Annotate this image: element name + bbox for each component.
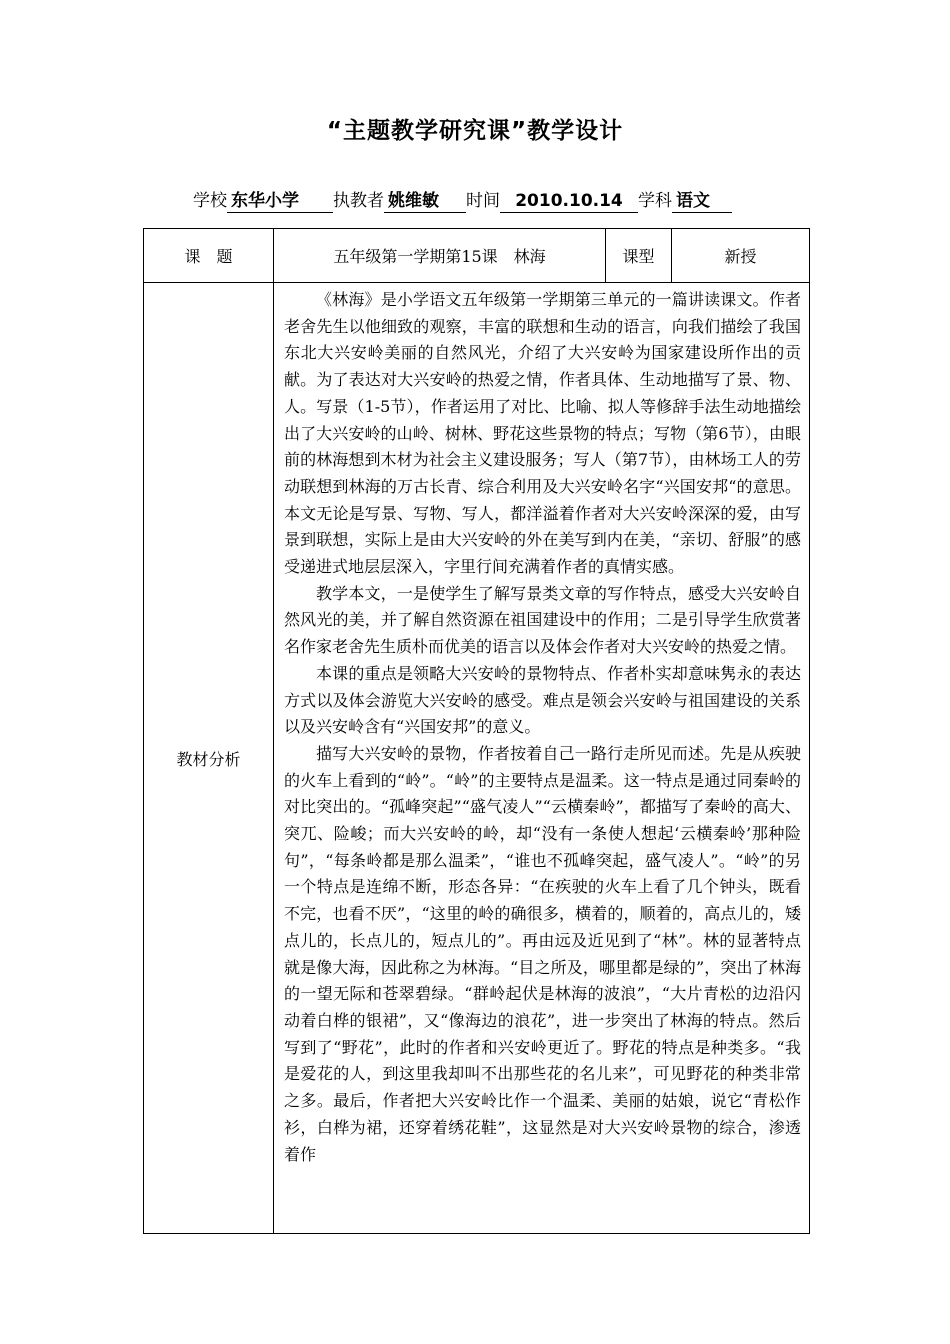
topic-label-cell	[144, 229, 274, 283]
school-value: 东华小学	[227, 190, 333, 213]
teacher-value: 姚维敏	[384, 190, 466, 213]
lesson-table	[143, 228, 810, 1234]
analysis-paragraph-1: 《林海》是小学语文五年级第一学期第三单元的一篇讲读课文。作者老舍先生以他细致的观察，丰富的联想和生动的语言，向我们描绘了我国东北大兴安岭美丽的自然风光，介绍了大兴安岭为国家建设所作出的贡献。为了表达对大兴安岭的热爱之情，作者具体、生动地描写了景、物、人。写景（1-5节），作者运用了对比、比喻、拟人等修辞手法生动地描绘出了大兴安岭的山岭、树林、野花这些景物的特点；写物（第6节），由眼前的林海想到木材为社会主义建设服务；写人（第7节），由林场工人的劳动联想到林海的万古长青、综合利用及大兴安岭名字“兴国安邦“的意思。本文无论是写景、写物、写人，都洋溢着作者对大兴安岭深深的爱，由写景到联想，实际上是由大兴安岭的外在美写到内在美，“亲切、舒服”的感受递进式地层层深入，字里行间充满着作者的真情实感。	[284, 290, 801, 577]
topic-value: 五年级第一学期第15课 林海	[333, 247, 546, 266]
type-label-cell	[606, 229, 672, 283]
teacher-label: 执教者	[333, 191, 384, 211]
subject-value: 语文	[672, 190, 732, 213]
type-label: 课型	[622, 247, 655, 266]
type-cell	[672, 229, 810, 283]
info-line	[193, 186, 732, 213]
topic-row	[144, 229, 810, 283]
analysis-paragraph-2: 教学本文，一是使学生了解写景类文章的写作特点，感受大兴安岭自然风光的美，并了解自然资源在祖国建设中的作用；二是引导学生欣赏著名作家老舍先生质朴而优美的语言以及体会作者对大兴安岭的热爱之情。	[284, 583, 801, 657]
topic-cell	[274, 229, 606, 283]
document-title: “主题教学研究课”教学设计	[326, 118, 624, 144]
school-label: 学校	[193, 191, 227, 211]
analysis-text	[284, 287, 801, 1229]
date-label: 时间	[466, 191, 500, 211]
analysis-paragraph-3: 本课的重点是领略大兴安岭的景物特点、作者朴实却意味隽永的表达方式以及体会游览大兴安岭的感受。难点是领会兴安岭与祖国建设的关系以及兴安岭含有“兴国安邦”的意义。	[284, 663, 801, 737]
subject-label: 学科	[638, 191, 672, 211]
analysis-label-cell	[144, 283, 274, 1234]
topic-label: 课 题	[184, 247, 233, 266]
analysis-row	[144, 283, 810, 1234]
type-value: 新授	[724, 247, 757, 266]
analysis-paragraph-4: 描写大兴安岭的景物，作者按着自己一路行走所见而述。先是从疾驶的火车上看到的“岭”。“岭”的主要特点是温柔。这一特点是通过同秦岭的对比突出的。“孤峰突起”“盛气凌人”“云横秦岭”，都描写了秦岭的高大、突兀、险峻；而大兴安岭的岭，却“没有一条使人想起‘云横秦岭’那种险句”，“每条岭都是那么温柔”，“谁也不孤峰突起，盛气凌人”。“岭”的另一个特点是连绵不断，形态各异：“在疾驶的火车上看了几个钟头，既看不完，也看不厌”，“这里的岭的确很多，横着的，顺着的，高点儿的，矮点儿的，长点儿的，短点儿的”。再由远及近见到了“林”。林的显著特点就是像大海，因此称之为林海。“目之所及，哪里都是绿的”，突出了林海的一望无际和苍翠碧绿。“群岭起伏是林海的波浪”，“大片青松的边沿闪动着白桦的银裙”，又“像海边的浪花”，进一步突出了林海的特点。然后写到了“野花”，此时的作者和兴安岭更近了。野花的特点是种类多。“我是爱花的人，到这里我却叫不出那些花的名儿来”，可见野花的种类非常之多。最后，作者把大兴安岭比作一个温柔、美丽的姑娘，说它“青松作衫，白桦为裙，还穿着绣花鞋”，这显然是对大兴安岭景物的综合，渗透着作	[284, 743, 801, 1164]
analysis-content-cell	[274, 283, 810, 1234]
date-value: 2010.10.14	[500, 190, 638, 213]
analysis-label: 教材分析	[176, 749, 241, 769]
